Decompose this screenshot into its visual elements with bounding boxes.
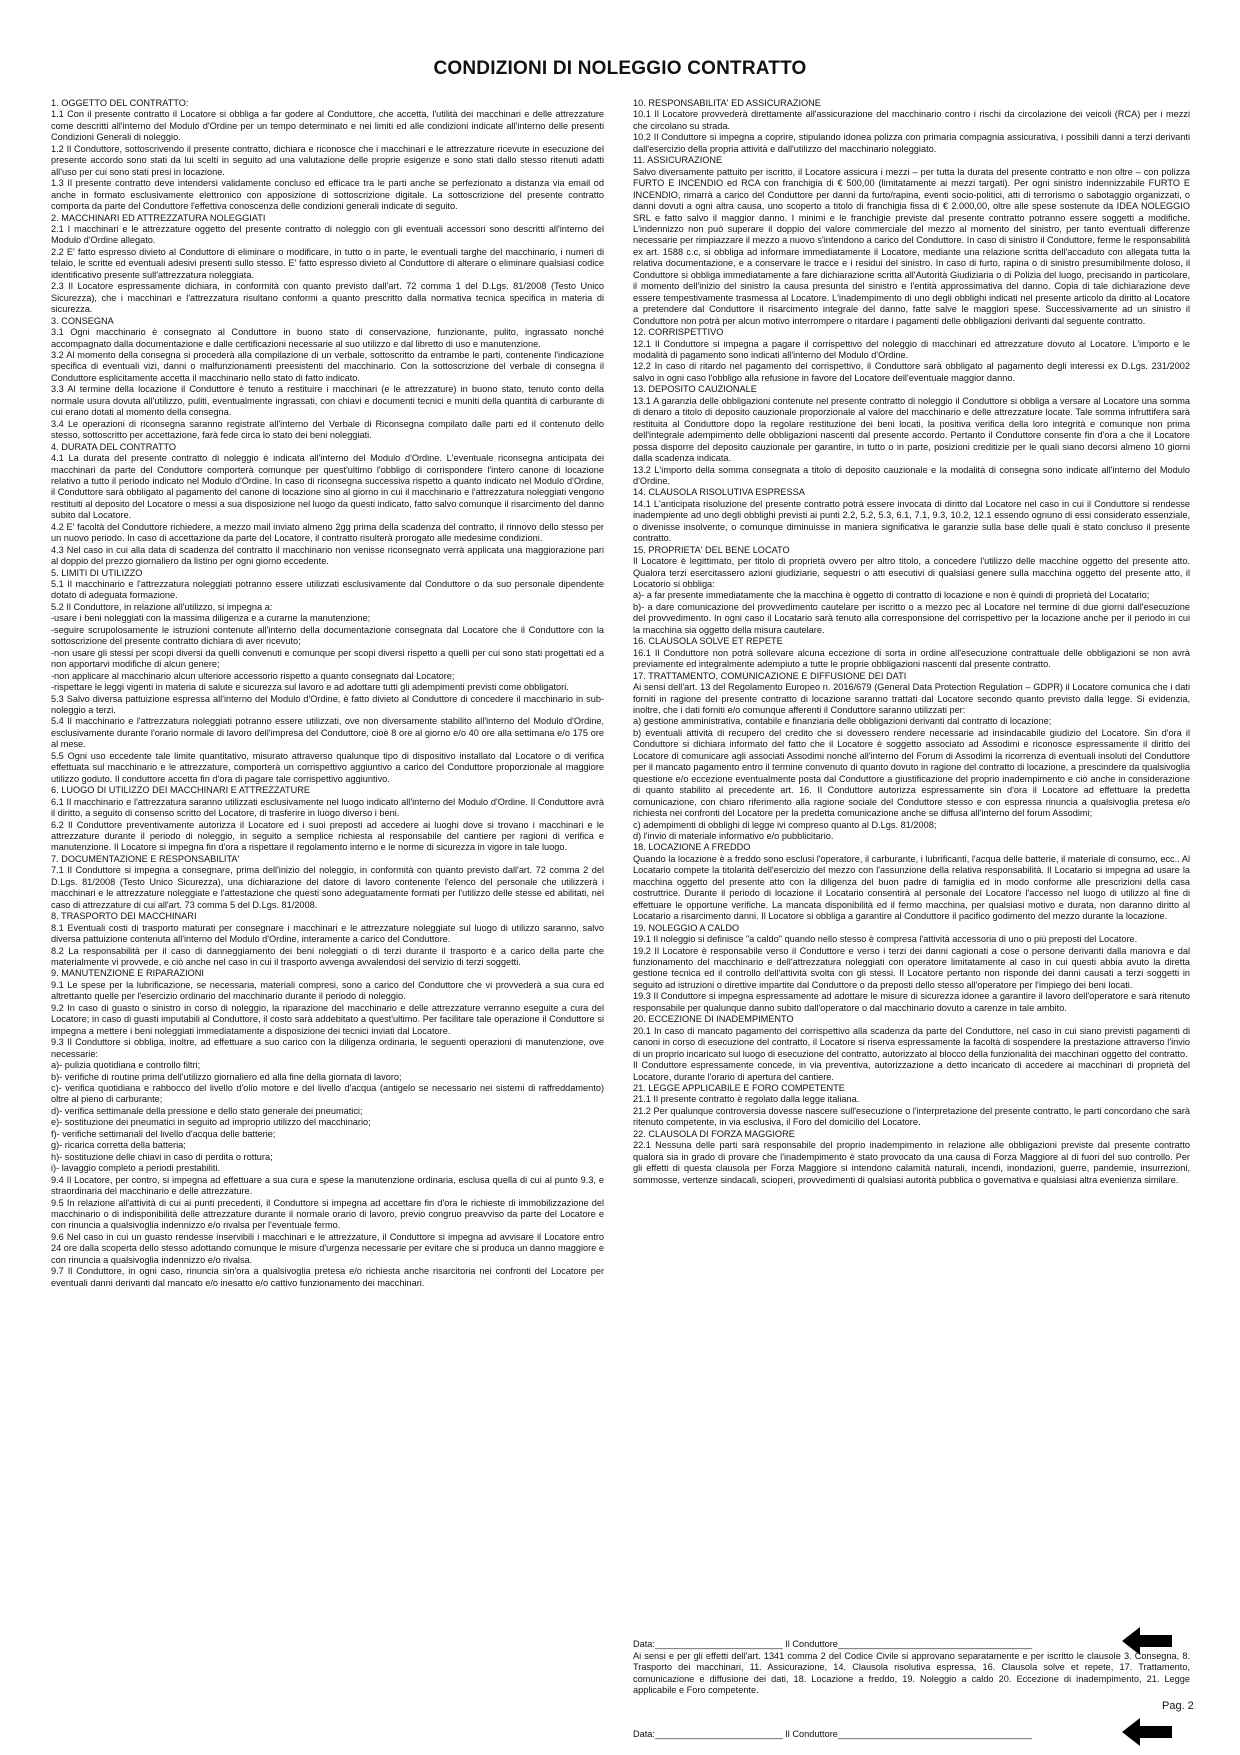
paragraph: 9.2 In caso di guasto o sinistro in corso di noleggio, la riparazione del macchinario e delle attrezzature verranno eseguite a cura del Locatore; in caso di guasti imputabili al Conduttore, il costo sarà addebitato a quest'ultimo. Per facilitare tale operazione il Conduttore si impegna a mettere i beni noleggiati immediatamente a disposizione dei tecnici inviati dal Locatore. <box>51 1002 604 1036</box>
paragraph: 14.1 L'anticipata risoluzione del presente contratto potrà essere invocata di diritto dal Locatore nel caso in cui il Conduttore si rendesse inadempiente ad uno degli obblighi previsti ai punti 2.2, 5.2, 5.3, 6.1, 7.1, 9.3, 10.2, 12.1 essendo ognuno di essi considerato essenziale, o divenisse insolvente, o comunque diminuisse in maniera significativa le garanzie sulla base delle quali è stato concluso il presente contratto. <box>633 498 1190 544</box>
paragraph: 9.3 Il Conduttore si obbliga, inoltre, ad effettuare a suo carico con la diligenza ordinaria, le seguenti operazioni di manutenzione, ove necessarie: <box>51 1037 604 1059</box>
paragraph: Il Locatore è legittimato, per titolo di proprietà ovvero per altro titolo, a concedere l'utilizzo delle macchine oggetto del presente atto. Qualora terzi esercitassero azioni giudiziarie, sequestri o atti esecutivi di qualsiasi genere sulla macchina oggetto del presente atto, il Locatorio si obbliga: <box>633 556 1190 590</box>
section-heading: 6. LUOGO DI UTILIZZO DEI MACCHINARI E ATTREZZATURE <box>51 785 310 796</box>
paragraph: Ai sensi dell'art. 13 del Regolamento Europeo n. 2016/679 (General Data Protection Regulation – GDPR) il Locatore comunica che i dati forniti in ragione del presente contratto di locazione saranno trattati dal Locatore secondo quanto previsto dalla legge. Si evidenzia, inoltre, che i dati forniti e/o comunque afferenti il Conduttore saranno utilizzati per: <box>633 682 1190 716</box>
paragraph: 19.1 Il noleggio si definisce "a caldo" quando nello stesso è compresa l'attività accessoria di uno o più preposti del Locatore. <box>633 934 1138 945</box>
paragraph: 9.1 Le spese per la lubrificazione, se necessaria, materiali compresi, sono a carico del Conduttore che vi provvederà a sua cura ed altrettanto quelle per l'esercizio ordinario del macchinario durante il periodo di noleggio. <box>51 979 604 1002</box>
section-heading: c) adempimenti di obblighi di legge ivi compreso quanto al D.Lgs. 81/2008; <box>633 819 937 830</box>
section-heading: 17. TRATTAMENTO, COMUNICAZIONE E DIFFUSIONE DEI DATI <box>633 670 907 681</box>
section-heading: d) l'invio di materiale informativo e/o pubblicitario. <box>633 831 834 841</box>
section-heading: 3. CONSEGNA <box>51 315 114 326</box>
paragraph: 5.3 Salvo diversa pattuizione espressa all'interno del Modulo d'Ordine, è fatto divieto al Conduttore di concedere il macchinario in sub-noleggio a terzi. <box>51 693 604 716</box>
section-heading: 22. CLAUSOLA DI FORZA MAGGIORE <box>633 1128 795 1139</box>
paragraph: 5.5 Ogni uso eccedente tale limite quantitativo, misurato attraverso qualunque tipo di dispositivo installato dal Locatore o di verifica effettuata sul macchinario e le attrezzature, comporterà un corrispettivo aggiuntivo a carico del Conduttore proporzionale al maggiore utilizzo goduto. Il conduttore accetta fin d'ora di pagare tale corrispettivo aggiuntivo. <box>51 750 604 784</box>
paragraph: c)- verifica quotidiana e rabbocco del livello d'olio motore e del livello d'acqua (antigelo se necessario nei sistemi di raffreddamento) oltre al pieno di carburante; <box>51 1082 604 1105</box>
section-heading: 21. LEGGE APPLICABILE E FORO COMPETENTE <box>633 1082 845 1093</box>
paragraph: 9.7 Il Conduttore, in ogni caso, rinuncia sin'ora a qualsivoglia pretesa e/o richiesta anche risarcitoria nei confronti del Locatore per eventuali danni derivanti dal mancato e/o inesatto e/o cattivo funzionamento dei macchinari. <box>51 1266 604 1288</box>
section-heading: b)- verifiche di routine prima dell'utilizzo giornaliero ed alla fine della giornata di lavoro; <box>51 1071 402 1082</box>
paragraph: 9.5 In relazione all'attività di cui ai punti precedenti, il Conduttore si impegna ad accettare fin d'ora le richieste di immobilizzazione del macchinario o di indisponibilità delle attrezzature durante il normale orario di lavoro, previo congruo preavviso da parte del Locatore e con rinuncia a qualsivoglia indennizzo e/o rivalsa per l'eventuale fermo. <box>51 1197 604 1231</box>
signature-line-2[interactable]: Data:_________________________ Il Conduttore______________________________________ <box>633 1729 1033 1739</box>
paragraph: Il Conduttore espressamente concede, in via preventiva, autorizzazione a detto incaricato di accedere ai macchinari di proprietà del Locatore, durante l'orario di apertura del cantiere. <box>633 1060 1190 1082</box>
paragraph: 13.2 L'importo della somma consegnata a titolo di deposito cauzionale e la modalità di consegna sono indicate all'interno del Modulo d'Ordine. <box>633 464 1190 486</box>
paragraph: 8.2 La responsabilità per il caso di danneggiamento dei beni noleggiati o di terzi durante il trasporto è a carico della parte che materialmente vi provvede, e ciò anche nel caso in cui il trasporto avvenga avvalendosi del servizio di terzi soggetti. <box>51 945 604 967</box>
section-heading: -usare i beni noleggiati con la massima diligenza e a curarne la manutenzione; <box>51 613 371 624</box>
document-title: CONDIZIONI DI NOLEGGIO CONTRATTO <box>433 58 807 79</box>
paragraph: 19.3 Il Conduttore si impegna espressamente ad adottare le misure di sicurezza idonee a garantire il lavoro dell'operatore e sarà ritenuto responsabile per qualunque danno subito dall'operatore o dal macchinario dovuto a carenze in tale ambito. <box>633 991 1190 1013</box>
section-heading: 12. CORRISPETTIVO <box>633 327 724 338</box>
page-number: Pag. 2 <box>1162 1700 1194 1712</box>
paragraph: 10.2 Il Conduttore si impegna a coprire, stipulando idonea polizza con primaria compagnia assicurativa, i possibili danni a terzi derivanti dall'esercizio della propria attività e dall'utilizzo del macchinario noleggiato. <box>633 132 1190 154</box>
paragraph: a)- a far presente immediatamente che la macchina è oggetto di contratto di locazione e non è quindi di proprietà del Locatario; <box>633 590 1150 601</box>
section-heading: f)- verifiche settimanali del livello d'acqua delle batterie; <box>51 1128 276 1139</box>
section-heading: a) gestione amministrativa, contabile e finanziaria delle obbligazioni derivanti dal contratto di locazione; <box>633 716 1052 727</box>
paragraph: 19.2 Il Locatore è responsabile verso il Conduttore e verso i terzi dei danni cagionati a cose o persone derivanti dalla manovra e dal funzionamento del macchinario e dell'attrezzatura noleggiati con operatore limitatamente al caso in cui questi abbia avuto la diretta gestione tecnica ed il controllo dell'attività svolta con gli stessi. Il Locatore pertanto non risponde dei danni causati a terzi soggetti in seguito ad istruzioni o direttive impartite dal Conduttore o da preposti dello stesso all'operatore per l'impiego dei beni locati. <box>633 945 1190 990</box>
paragraph: Quando la locazione è a freddo sono esclusi l'operatore, il carburante, i lubrificanti, l'acqua delle batterie, il materiale di consumo, ecc.. Al Locatario compete la titolarità dell'esercizio del mezzo con l'assunzione della relativa responsabilità. Il Locatario si impegna ad usare la macchina oggetto del presente atto con la diligenza del buon padre di famiglia ed in modo conforme alle prescrizioni della casa costruttrice. Durante il periodo di locazione il Locatario consentirà al personale del Locatore l'accesso nel luogo di utilizzo al fine di effettuare le opportune verifiche. La mancata disponibilità ed il fermo macchina, per qualsiasi motivo e durata, non daranno diritto al Locatario a risarcimento danni. Il Locatore si obbliga a garantire al Conduttore il pacifico godimento del mezzo durante la locazione. <box>633 853 1190 922</box>
paragraph: 3.4 Le operazioni di riconsegna saranno registrate all'interno del Verbale di Riconsegna compilato dalle parti ed il contenuto dello stesso, sottoscritto per accettazione, farà fede circa lo stato dei beni noleggiati. <box>51 418 604 441</box>
paragraph: 4.3 Nel caso in cui alla data di scadenza del contratto il macchinario non venisse riconsegnato verrà applicata una maggiorazione pari al doppio del prezzo giornaliero da listino per ogni giorno eccedente. <box>51 544 604 567</box>
section-heading: i)- lavaggio completo a periodi prestabiliti. <box>51 1163 221 1174</box>
paragraph: 7.1 Il Conduttore si impegna a consegnare, prima dell'inizio del noleggio, in conformità con quanto previsto dall'art. 72 comma 2 del D.Lgs. 81/2008 (Testo Unico Sicurezza), una dichiarazione del datore di lavoro contenente l'elenco del personale che utilizzerà i macchinari e le attrezzature noleggiate e l'attestazione che questi sono adeguatamente formati per l'utilizzo delle stesse ed abilitati, nel caso di attrezzature di cui all'art. 73 comma 5 del D.Lgs. 81/2008. <box>51 865 604 910</box>
section-heading: -non applicare al macchinario alcun ulteriore accessorio rispetto a quanto consegnato dal Locatore; <box>51 670 455 681</box>
paragraph: -rispettare le leggi vigenti in materia di salute e sicurezza sul lavoro e ad adottare tutti gli adempimenti previsti come obbligatori. <box>51 682 569 693</box>
section-heading: 1. OGGETTO DEL CONTRATTO: <box>51 98 189 108</box>
section-heading: 13. DEPOSITO CAUZIONALE <box>633 384 757 395</box>
right-column <box>633 98 1190 1186</box>
paragraph: 13.1 A garanzia delle obbligazioni contenute nel presente contratto di noleggio il Conduttore si obbliga a versare al Locatore una somma di denaro a titolo di deposito cauzionale proporzionale al valore del macchinario e delle attrezzature locate. Tale somma infruttifera sarà restituita al Conduttore dopo la regolare restituzione dei beni locati, la positiva verifica della loro integrità e comunque non prima dell'integrale adempimento delle obbligazioni nascenti dal presente accordo. Pertanto il Conduttore consente fin d'ora a che il Locatore possa disporre del deposito cauzionale per garantire, in tutto o in parte, posizioni creditizie per le quali siano decorsi almeno 10 giorni dalla scadenza indicata. <box>633 395 1190 464</box>
paragraph: 16.1 Il Conduttore non potrà sollevare alcuna eccezione di sorta in ordine all'esecuzione contrattuale delle obbligazioni se non avrà previamente ed integralmente adempiuto a tutte le proprie obbligazioni nascenti dal presente contratto. <box>633 647 1190 670</box>
paragraph: 1.1 Con il presente contratto il Locatore si obbliga a far godere al Conduttore, che accetta, l'utilità dei macchinari e delle attrezzature come descritti all'interno del Modulo d'Ordine per un tempo determinato e nei limiti ed alle condizioni indicate all'interno delle presenti Condizioni Generali di noleggio. <box>51 109 604 143</box>
paragraph: 2.1 I macchinari e le attrezzature oggetto del presente contratto di noleggio con gli eventuali accessori sono descritti all'interno del Modulo d'Ordine allegato. <box>51 223 604 246</box>
section-heading: 19. NOLEGGIO A CALDO <box>633 922 740 933</box>
paragraph: 12.1 Il Conduttore si impegna a pagare il corrispettivo del noleggio di macchinari ed attrezzature dovuto al Locatore. L'importo e le modalità di pagamento sono indicati all'interno del Modulo d'Ordine. <box>633 338 1190 360</box>
paragraph: 1.2 Il Conduttore, sottoscrivendo il presente contratto, dichiara e riconosce che i macchinari e le attrezzature ricevute in esecuzione del presente accordo sono stati da lui scelti in seguito ad una valutazione delle proprie esigenze e sono stati dallo stesso ritenuti adatti all'uso per cui sono stati presi in locazione. <box>51 143 604 177</box>
paragraph: 6.2 Il Conduttore preventivamente autorizza il Locatore ed i suoi preposti ad accedere ai luoghi dove si trovano i macchinari e le attrezzature durante il periodo di noleggio, in seguito a semplice richiesta al responsabile del cantiere per ragioni di verifica e manutenzione. Il Locatore si impegna fin d'ora a rispettare il regolamento interno e le norme di sicurezza in vigore in tale luogo. <box>51 819 604 853</box>
paragraph: 8.1 Eventuali costi di trasporto maturati per consegnare i macchinari e le attrezzature noleggiate sul luogo di utilizzo saranno, salvo diversa pattuizione contenuta all'interno del Modulo d'Ordine, interamente a carico del Conduttore. <box>51 922 604 945</box>
paragraph: 9.6 Nel caso in cui un guasto rendesse inservibili i macchinari e le attrezzature, il Conduttore si impegna ad avvisare il Locatore entro 24 ore dalla scoperta dello stesso adottando comunque le misure d'urgenza necessarie per evitare che si produca un danno maggiore e con rinuncia a qualsivoglia indennizzo e/o rivalsa. <box>51 1231 604 1265</box>
paragraph: 21.2 Per qualunque controversia dovesse nascere sull'esecuzione o l'interpretazione del presente contratto, le parti concordano che sarà ritenuto competente, in via esclusiva, il Foro del domicilio del Locatore. <box>633 1105 1190 1128</box>
section-heading: 14. CLAUSOLA RISOLUTIVA ESPRESSA <box>633 487 805 498</box>
paragraph: b) eventuali attività di recupero del credito che si dovessero rendere necessarie ad insindacabile giudizio del Locatore. Sin d'ora il Conduttore si dichiara informato del fatto che il Locatore è soggetto associato ad Assodimi e riconosce espressamente il diritto del Locatore di comunicare agli associati Assodimi nonché all'interno del Forum di Assodimi la ricorrenza di eventuali insoluti del Conduttore per il mancato pagamento entro il termine convenuto di quanto dovuto in ragione del contratto di locazione, a prescindere da qualsivoglia questione e/o eccezione eventualmente posta dal Conduttore a giustificazione del proprio inadempimento e ciò anche in considerazione di quanto stabilito al precedente art. 16. Il Conduttore autorizza espressamente sin d'ora il Locatore ad effettuare la predetta comunicazione, con chiaro riferimento alla ragione sociale del Conduttore stesso e con espressa rinuncia a qualsivoglia pretesa e/o richiesta nei confronti del Locatore per la predetta comunicazione anche se diffusa all'interno del forum Assodimi; <box>633 727 1190 819</box>
paragraph: 3.1 Ogni macchinario è consegnato al Conduttore in buono stato di conservazione, funzionante, pulito, ingrassato nonché accompagnato dalla documentazione e dalle certificazioni necessarie al suo utilizzo e dal libretto di uso e manutenzione. <box>51 327 604 349</box>
paragraph: -non usare gli stessi per scopi diversi da quelli convenuti e comunque per scopi diversi rispetto a quelli per cui sono stati progettati ed a non apportarvi modifiche di alcun genere; <box>51 647 604 670</box>
section-heading: 4. DURATA DEL CONTRATTO <box>51 441 177 452</box>
paragraph: 6.1 Il macchinario e l'attrezzatura saranno utilizzati esclusivamente nel luogo indicato all'interno del Modulo d'Ordine. Il Conduttore avrà il diritto, a seguito di consenso scritto del Locatore, di trasferire in luogo diverso i beni. <box>51 796 604 819</box>
paragraph: 22.1 Nessuna delle parti sarà responsabile del proprio inadempimento in relazione alle obbligazioni previste dal presente contratto qualora sia in grado di provare che l'inadempimento è stato provocato da una causa di Forza Maggiore al di fuori del suo controllo. Per gli effetti di questa clausola per Forza Maggiore si intendono calamità naturali, incendi, inondazioni, guerre, pandemie, insurrezioni, sommosse, vertenze sindacali, scioperi, provvedimenti di qualsiasi autorità pubblica o governativa e qualsiasi altra evenienza similare. <box>633 1140 1190 1185</box>
paragraph: 1.3 Il presente contratto deve intendersi validamente concluso ed efficace tra le parti anche se perfezionato a distanza via email od anche in formato esclusivamente elettronico con apposizione di sottoscrizione digitale. La sottoscrizione del presente contratto comporta da parte del Conduttore l'effettiva conoscenza delle condizioni generali indicate di seguito. <box>51 178 604 212</box>
section-heading: a)- pulizia quotidiana e controllo filtri; <box>51 1060 201 1071</box>
section-heading: 9. MANUTENZIONE E RIPARAZIONI <box>51 968 204 979</box>
paragraph: 4.1 La durata del presente contratto di noleggio è indicata all'interno del Modulo d'Ordine. L'eventuale riconsegna anticipata dei macchinari da parte del Conduttore comporterà comunque per quest'ultimo l'obbligo di corrispondere l'intero canone di locazione relativo a tutto il periodo indicato nel Modulo d'Ordine. In caso di riconsegna successiva rispetto a quanto indicato nel Modulo d'Ordine, il Conduttore sarà obbligato al pagamento del canone di locazione sino al giorno in cui il macchinario e l'attrezzatura noleggiati vengono restituiti al deposito del Locatore o messi a sua disposizione nel luogo da questi indicato, fatto salvo comunque il risarcimento del danno subito dal Locatore. <box>51 453 604 521</box>
paragraph: 3.2 Al momento della consegna si procederà alla compilazione di un verbale, sottoscritto da entrambe le parti, contenente l'indicazione specifica di eventuali vizi, danni o malfunzionamenti preesistenti del macchinario. Con la sottoscrizione del verbale di consegna il Conduttore esplicitamente accetta il macchinario nello stato di fatto indicato. <box>51 349 604 383</box>
section-heading: 11. ASSICURAZIONE <box>633 155 723 166</box>
section-heading: 8. TRASPORTO DEI MACCHINARI <box>51 911 197 922</box>
paragraph: 5.4 Il macchinario e l'attrezzatura noleggiati potranno essere utilizzati, ove non diversamente stabilito all'interno del Modulo d'Ordine, esclusivamente durante l'orario normale di lavoro dell'impresa del Conduttore, cioè 8 ore al giorno e/o 40 ore alla settimana e/o 175 ore al mese. <box>51 716 604 750</box>
paragraph: Salvo diversamente pattuito per iscritto, il Locatore assicura i mezzi – per tutta la durata del presente contratto e non oltre – con polizza FURTO E INCENDIO ed RCA con franchigia di € 500,00 (limitatamente ai mezzi targati). Per ogni sinistro indennizzabile FURTO E INCENDIO, rimarrà a carico del Conduttore per danni da furto/rapina, eventi socio-politici, atti di terrorismo o sabotaggio organizzati, o danni dovuti a ogni altra causa, uno scoperto a titolo di franchigia fissa di € 2.000,00, oltre alle spese sostenute da IDEA NOLEGGIO SRL e fatto salvo il maggior danno. I minimi e le franchigie previste dal presente contratto potranno essere soggetti a modifiche. L'indennizzo non può superare il doppio del valore commerciale del mezzo al momento del sinistro, per tanto eventuali differenze necessarie per rimpiazzare il mezzo a nuovo s'intendono a carico del Conduttore. In caso di sinistro il Conduttore, ferme le responsabilità ex art. 1588 c.c, si obbliga ad informare immediatamente il Locatore, mediante una relazione scritta dell'accaduto con allegata tutta la relativa documentazione, e a conservare le tracce e i residui del sinistro. In caso di furto, rapina o di sinistro presumibilmente doloso, il Conduttore si obbliga immediatamente a fare dichiarazione scritta all'Autorità Giudiziaria o di Polizia del luogo, precisando in particolare, il momento dell'inizio del sinistro la causa presunta del sinistro e l'entità approssimativa del danno. Copia di tale dichiarazione deve essere tempestivamente trasmessa al Locatore. L'inadempimento di uno degli obblighi indicati nel presente articolo da diritto al Locatore a pretendere dal Conduttore il risarcimento integrale del danno, fatte salve le maggiori spese. Successivamente ad un sinistro il Conduttore non potrà per alcun motivo interrompere o ritardare i pagamenti delle obbligazioni derivanti dal seguente contratto. <box>633 166 1190 326</box>
paragraph: b)- a dare comunicazione del provvedimento cautelare per iscritto o a mezzo pec al Locatore nel termine di due giorni dall'esecuzione del provvedimento. In ogni caso il Locatario sarà tenuto alla corresponsione del corrispettivo per la locazione anche per il periodo in cui la macchina sia oggetto della misura cautelare. <box>633 601 1190 635</box>
paragraph: 3.3 Al termine della locazione il Conduttore è tenuto a restituire i macchinari (e le attrezzature) in buono stato, tenuto conto della normale usura dovuta all'utilizzo, puliti, eventualmente ingrassati, con chiavi e documenti tecnici e muniti della quantità di carburante di cui erano dotati al momento della consegna. <box>51 384 604 418</box>
section-heading: e)- sostituzione dei pneumatici in seguito ad improprio utilizzo del macchinario; <box>51 1117 371 1128</box>
section-heading: 18. LOCAZIONE A FREDDO <box>633 842 751 853</box>
paragraph: 5.2 Il Conduttore, in relazione all'utilizzo, si impegna a: <box>51 601 273 612</box>
paragraph: 2.3 Il Locatore espressamente dichiara, in conformità con quanto previsto dall'art. 72 comma 1 del D.Lgs. 81/2008 (Testo Unico Sicurezza), che i macchinari e l'attrezzatura risultano conformi a quanto prescritto dalla normativa tecnica specifica in materia di sicurezza. <box>51 281 604 315</box>
paragraph: 5.1 Il macchinario e l'attrezzatura noleggiati potranno essere utilizzati esclusivamente dal Conduttore o da suo personale dipendente dotato di adeguata formazione. <box>51 579 604 601</box>
clausole-approval-text: Ai sensi e per gli effetti dell'art. 1341 comma 2 del Codice Civile si approvano separatamente e per iscritto le clausole 3. Consegna, 8. Trasporto dei macchinari, 11. Assicurazione, 14. Clausola risolutiva espressa, 16. Clausola solve et repete, 17. Trattamento, comunicazione e diffusione dei dati, 18. Locazione a freddo, 19. Noleggio a caldo 20. Eccezione di inadempimento, 21. Legge applicabile e Foro competente. <box>633 1651 1190 1696</box>
section-heading: h)- sostituzione delle chiavi in caso di perdita o rottura; <box>51 1151 273 1162</box>
section-heading: 5. LIMITI DI UTILIZZO <box>51 567 143 578</box>
section-heading: 21.1 Il presente contratto è regolato dalla legge italiana. <box>633 1094 860 1105</box>
section-heading: 2. MACCHINARI ED ATTREZZATURA NOLEGGIATI <box>51 212 266 223</box>
paragraph: 9.4 Il Locatore, per contro, si impegna ad effettuare a sua cura e spese la manutenzione ordinaria, esclusa quella di cui al punto 9.3, e straordinaria del macchinario e delle attrezzature. <box>51 1174 604 1197</box>
paragraph: -seguire scrupolosamente le istruzioni contenute all'interno della documentazione consegnata dal Locatore che il Conduttore con la sottoscrizione del presente contratto dichiara di aver ricevuto; <box>51 624 604 647</box>
section-heading: g)- ricarica corretta della batteria; <box>51 1140 186 1151</box>
section-heading: 16. CLAUSOLA SOLVE ET REPETE <box>633 636 783 647</box>
section-heading: d)- verifica settimanale della pressione e dello stato generale dei pneumatici; <box>51 1105 363 1116</box>
paragraph: 2.2 E' fatto espresso divieto al Conduttore di eliminare o modificare, in tutto o in parte, le eventuali targhe del macchinario, i numeri di telaio, le scritte ed eventuali adesivi presenti sullo stesso. E' fatto espresso divieto al Conduttore di alterare o eliminare qualsiasi codice identificativo presente sull'attrezzatura noleggiata. <box>51 246 604 280</box>
section-heading: 7. DOCUMENTAZIONE E RESPONSABILITA' <box>51 853 240 864</box>
paragraph: 20.1 In caso di mancato pagamento del corrispettivo alla scadenza da parte del Conduttore, nel caso in cui siano previsti pagamenti di canoni in corso di esecuzione del contratto, il Locatore si riserva espressamente la facoltà di sospendere la prestazione attraverso l'invio di un proprio incaricato sul luogo di esecuzione del contratto, autorizzato al blocco della funzionalità dei macchinari oggetto del contratto. <box>633 1025 1190 1059</box>
paragraph: 10.1 Il Locatore provvederà direttamente all'assicurazione del macchinario contro i rischi da circolazione dei veicoli (RCA) per i mezzi che circolano su strada. <box>633 109 1190 131</box>
paragraph: 4.2 E' facoltà del Conduttore richiedere, a mezzo mail inviato almeno 2gg prima della scadenza del contratto, il rinnovo dello stesso per un nuovo periodo. In caso di accettazione da parte del Locatore, il contratto risulterà prorogato alle medesime condizioni. <box>51 521 604 544</box>
section-heading: 20. ECCEZIONE DI INADEMPIMENTO <box>633 1014 794 1025</box>
section-heading: 15. PROPRIETA' DEL BENE LOCATO <box>633 544 790 555</box>
section-heading: 10. RESPONSABILITA' ED ASSICURAZIONE <box>633 98 821 108</box>
left-column <box>51 98 604 1289</box>
signature-line-1[interactable]: Data:_________________________ Il Conduttore______________________________________ <box>633 1639 1033 1649</box>
paragraph: 12.2 In caso di ritardo nel pagamento del corrispettivo, il Conduttore sarà obbligato al pagamento degli interessi ex D.Lgs. 231/2002 salvo in ogni caso l'obbligo alla refusione in favore del Locatore dell'eventuale maggior danno. <box>633 361 1190 383</box>
arrow-left-icon <box>1122 1717 1174 1747</box>
